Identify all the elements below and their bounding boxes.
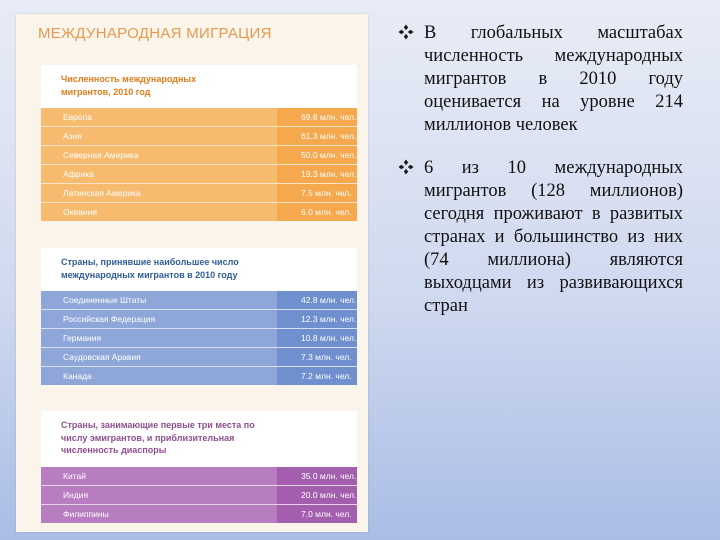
section-migrants-by-region [41, 65, 357, 221]
bullet-item [398, 157, 683, 318]
row-name: Индия [63, 490, 89, 500]
heading-line: численность диаспоры [61, 445, 167, 455]
table-row [41, 347, 357, 366]
row-name: Северная Америка [63, 150, 139, 160]
row-value: 7.3 млн. чел. [277, 348, 357, 366]
row-name: Германия [63, 333, 102, 343]
heading-line: числу эмигрантов, и приблизительная [61, 432, 235, 443]
table-row [41, 309, 357, 328]
diamond-bullet-icon [398, 159, 414, 175]
row-name: Филиппины [63, 509, 109, 519]
row-name: Океания [63, 207, 97, 217]
row-value: 6.0 млн. чел. [277, 203, 357, 221]
diamond-bullet-icon [398, 24, 414, 40]
table-row [41, 504, 357, 523]
table-row [41, 164, 357, 183]
row-value: 50.0 млн. чел. [277, 146, 357, 164]
infographic-card [16, 14, 368, 532]
heading-line: Численность международных [61, 74, 197, 84]
bullet-text: 6 из 10 международных мигрантов (128 миллионов) сегодня проживают в развитых странах и большинство из них (74 миллиона) являются выходцами из развивающихся стран [424, 158, 683, 316]
table-row [41, 291, 357, 309]
table-row [41, 126, 357, 145]
row-name: Латинская Америка [63, 188, 141, 198]
row-name: Саудовская Аравия [63, 352, 141, 362]
row-value: 7.2 млн. чел. [277, 367, 357, 385]
section-heading [41, 65, 357, 108]
row-name: Азия [63, 131, 82, 141]
row-value: 69.8 млн. чел. [277, 108, 357, 126]
row-value: 61.3 млн. чел. [277, 127, 357, 145]
row-value: 7.0 млн. чел. [277, 505, 357, 523]
table-row [41, 366, 357, 385]
row-name: Китай [63, 471, 86, 481]
heading-line: международных мигрантов в 2010 году [61, 269, 238, 280]
table-row [41, 183, 357, 202]
table-row [41, 202, 357, 221]
section-top-emigrant-countries [41, 411, 357, 523]
section-heading [41, 248, 357, 291]
bullet-text: В глобальных масштабах численность международных мигрантов в 2010 году оценивается на уровне 214 миллионов человек [424, 23, 683, 135]
section-heading [41, 411, 357, 467]
row-value: 20.0 млн. чел. [277, 486, 357, 504]
heading-line: Страны, занимающие первые три места по [61, 420, 255, 430]
row-name: Африка [63, 169, 94, 179]
table-row [41, 485, 357, 504]
row-value: 7.5 млн. чел. [277, 184, 357, 202]
row-name: Российская Федерация [63, 314, 156, 324]
table-row [41, 145, 357, 164]
section-top-host-countries [41, 248, 357, 385]
table-row [41, 108, 357, 126]
bullet-list [398, 22, 683, 338]
row-value: 42.8 млн. чел. [277, 291, 357, 309]
table-row [41, 328, 357, 347]
infographic-title: МЕЖДУНАРОДНАЯ МИГРАЦИЯ [38, 25, 272, 42]
row-name: Соединенные Штаты [63, 295, 147, 305]
heading-line: мигрантов, 2010 год [61, 86, 151, 97]
heading-line: Страны, принявшие наибольшее число [61, 257, 239, 267]
row-name: Европа [63, 112, 92, 122]
row-value: 12.3 млн. чел. [277, 310, 357, 328]
row-value: 35.0 млн. чел. [277, 467, 357, 485]
bullet-item [398, 22, 683, 137]
row-name: Канада [63, 371, 92, 381]
row-value: 10.8 млн. чел. [277, 329, 357, 347]
row-value: 19.3 млн. чел. [277, 165, 357, 183]
table-row [41, 467, 357, 485]
